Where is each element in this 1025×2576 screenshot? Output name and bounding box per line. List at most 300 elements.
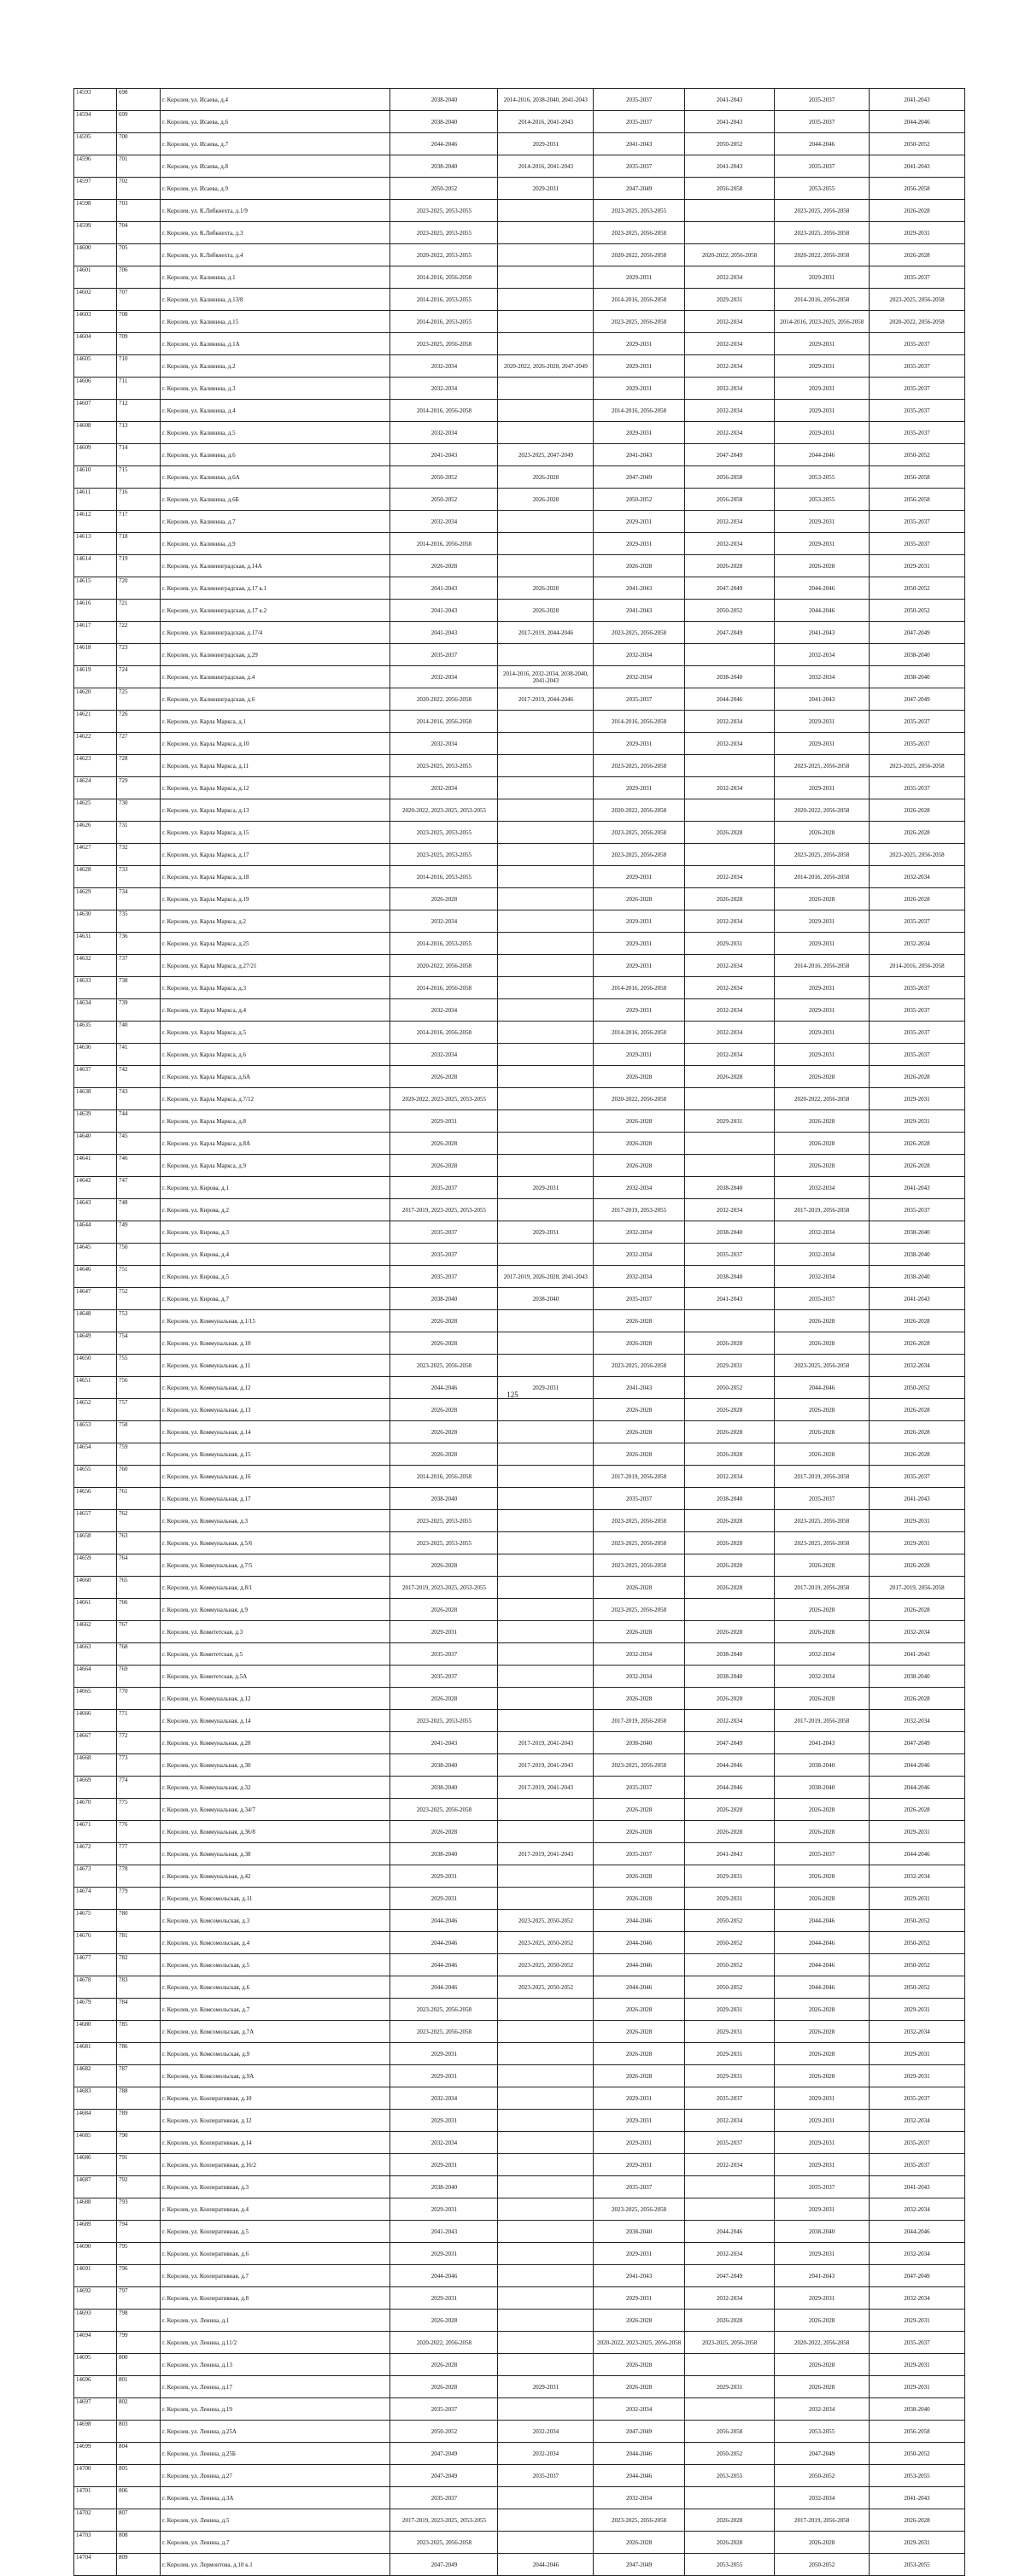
period-3-cell: 2029-2031 <box>594 733 684 755</box>
period-1-cell: 2014-2016, 2056-2058 <box>390 1466 498 1488</box>
row-id-cell: 14642 <box>74 1177 117 1199</box>
period-4-cell: 2026-2028 <box>684 555 774 577</box>
period-3-cell: 2029-2031 <box>594 533 684 555</box>
period-1-cell: 2038-2040 <box>390 1754 498 1777</box>
period-5-cell: 2029-2031 <box>775 422 870 444</box>
period-2-cell <box>498 711 594 733</box>
address-cell: г. Королев, ул. Комитетская, д.5 <box>161 1643 390 1666</box>
period-3-cell: 2029-2031 <box>594 933 684 955</box>
period-4-cell: 2032-2034 <box>684 355 774 378</box>
period-6-cell: 2029-2031 <box>870 2354 965 2376</box>
period-5-cell: 2029-2031 <box>775 711 870 733</box>
period-1-cell: 2035-2037 <box>390 1643 498 1666</box>
period-4-cell: 2032-2034 <box>684 977 774 999</box>
address-cell: г. Королев, ул. Комсомольская, д.7А <box>161 2021 390 2043</box>
row-num-cell: 758 <box>116 1421 160 1443</box>
row-num-cell: 699 <box>116 111 160 133</box>
table-row <box>74 1865 965 1888</box>
period-3-cell: 2023-2025, 2056-2058 <box>594 822 684 844</box>
period-2-cell <box>498 977 594 999</box>
address-cell: г. Королев, ул. Коммунальная, д.5/6 <box>161 1532 390 1554</box>
table-row <box>74 1155 965 1177</box>
row-id-cell: 14630 <box>74 910 117 933</box>
row-num-cell: 767 <box>116 1621 160 1643</box>
table-row <box>74 2043 965 2065</box>
row-id-cell: 14623 <box>74 755 117 777</box>
address-cell: г. Королев, ул. Коммунальная, д.10 <box>161 1332 390 1355</box>
period-2-cell: 2029-2031 <box>498 1221 594 1244</box>
period-5-cell: 2038-2040 <box>775 1777 870 1799</box>
period-3-cell: 2029-2031 <box>594 1044 684 1066</box>
table-row <box>74 1954 965 1976</box>
table-row <box>74 1821 965 1843</box>
period-3-cell: 2026-2028 <box>594 1399 684 1421</box>
row-id-cell: 14607 <box>74 400 117 422</box>
period-2-cell: 2023-2025, 2050-2052 <box>498 1932 594 1954</box>
period-6-cell: 2032-2034 <box>870 933 965 955</box>
period-1-cell: 2032-2034 <box>390 2087 498 2110</box>
period-2-cell: 2017-2019, 2041-2043 <box>498 1777 594 1799</box>
period-2-cell: 2017-2019, 2044-2046 <box>498 688 594 711</box>
table-row <box>74 2332 965 2354</box>
table-row <box>74 2287 965 2310</box>
period-3-cell: 2035-2037 <box>594 155 684 178</box>
address-cell: г. Королев, ул. Карла Маркса, д.5 <box>161 1022 390 1044</box>
period-3-cell: 2038-2040 <box>594 1732 684 1754</box>
table-row <box>74 333 965 355</box>
row-num-cell: 719 <box>116 555 160 577</box>
address-cell: г. Королев, ул. Комсомольская, д.7 <box>161 1999 390 2021</box>
row-id-cell: 14696 <box>74 2376 117 2398</box>
period-5-cell: 2029-2031 <box>775 933 870 955</box>
period-3-cell: 2023-2025, 2056-2058 <box>594 1754 684 1777</box>
period-3-cell: 2029-2031 <box>594 866 684 888</box>
address-cell: г. Королев, ул. Калинина, д.4 <box>161 400 390 422</box>
table-row <box>74 89 965 111</box>
table-row <box>74 1310 965 1332</box>
period-5-cell: 2029-2031 <box>775 266 870 289</box>
table-row <box>74 355 965 378</box>
period-5-cell: 2026-2028 <box>775 1621 870 1643</box>
table-row <box>74 2021 965 2043</box>
period-3-cell: 2035-2037 <box>594 111 684 133</box>
period-4-cell: 2026-2028 <box>684 1621 774 1643</box>
period-5-cell: 2020-2022, 2056-2058 <box>775 799 870 822</box>
period-2-cell: 2029-2031 <box>498 133 594 155</box>
period-4-cell <box>684 222 774 244</box>
period-3-cell: 2026-2028 <box>594 2043 684 2065</box>
period-4-cell <box>684 1088 774 1110</box>
period-3-cell: 2032-2034 <box>594 1643 684 1666</box>
row-num-cell: 797 <box>116 2287 160 2310</box>
period-5-cell: 2026-2028 <box>775 2065 870 2087</box>
period-1-cell: 2023-2025, 2053-2055 <box>390 1710 498 1732</box>
period-2-cell <box>498 2487 594 2509</box>
period-6-cell: 2032-2034 <box>870 2243 965 2265</box>
row-num-cell: 716 <box>116 489 160 511</box>
period-5-cell: 2026-2028 <box>775 1066 870 1088</box>
table-row <box>74 400 965 422</box>
address-cell: г. Королев, ул. Коммунальная, д.14 <box>161 1710 390 1732</box>
period-2-cell <box>498 533 594 555</box>
row-id-cell: 14598 <box>74 200 117 222</box>
row-id-cell: 14689 <box>74 2221 117 2243</box>
period-2-cell: 2032-2034 <box>498 2443 594 2465</box>
table-row <box>74 444 965 466</box>
period-1-cell: 2026-2028 <box>390 2354 498 2376</box>
period-6-cell: 2041-2043 <box>870 1488 965 1510</box>
period-3-cell: 2014-2016, 2056-2058 <box>594 977 684 999</box>
row-num-cell: 788 <box>116 2087 160 2110</box>
period-1-cell: 2023-2025, 2053-2055 <box>390 222 498 244</box>
period-3-cell: 2017-2019, 2056-2058 <box>594 1710 684 1732</box>
period-1-cell: 2044-2046 <box>390 1910 498 1932</box>
table-row <box>74 2310 965 2332</box>
period-6-cell: 2014-2016, 2056-2058 <box>870 955 965 977</box>
period-5-cell: 2026-2028 <box>775 888 870 910</box>
address-cell: г. Королев, ул. Ленина, д.13 <box>161 2354 390 2376</box>
period-5-cell: 2023-2025, 2056-2058 <box>775 1355 870 1377</box>
period-2-cell: 2014-2016, 2038-2040, 2041-2043 <box>498 89 594 111</box>
period-2-cell: 2026-2028 <box>498 577 594 600</box>
period-2-cell: 2023-2025, 2047-2049 <box>498 444 594 466</box>
table-row <box>74 1221 965 1244</box>
period-4-cell <box>684 200 774 222</box>
period-5-cell: 2035-2037 <box>775 1488 870 1510</box>
row-id-cell: 14603 <box>74 311 117 333</box>
address-cell: г. Королев, ул. К.Либкнехта, д.4 <box>161 244 390 266</box>
period-5-cell: 2017-2019, 2056-2058 <box>775 1199 870 1221</box>
period-1-cell: 2026-2028 <box>390 1310 498 1332</box>
table-row <box>74 2532 965 2554</box>
address-cell: г. Королев, ул. Карла Маркса, д.7/12 <box>161 1088 390 1110</box>
period-3-cell: 2029-2031 <box>594 511 684 533</box>
period-2-cell: 2023-2025, 2050-2052 <box>498 1976 594 1999</box>
period-5-cell: 2053-2055 <box>775 489 870 511</box>
period-6-cell: 2035-2037 <box>870 999 965 1022</box>
table-row <box>74 1710 965 1732</box>
period-3-cell: 2026-2028 <box>594 1865 684 1888</box>
table-row <box>74 1110 965 1133</box>
row-num-cell: 779 <box>116 1888 160 1910</box>
address-cell: г. Королев, ул. Коммунальная, д.34/7 <box>161 1799 390 1821</box>
row-num-cell: 738 <box>116 977 160 999</box>
period-6-cell: 2032-2034 <box>870 2110 965 2132</box>
period-3-cell: 2020-2022, 2056-2058 <box>594 799 684 822</box>
period-3-cell: 2032-2034 <box>594 644 684 666</box>
row-id-cell: 14652 <box>74 1399 117 1421</box>
period-4-cell: 2056-2058 <box>684 2421 774 2443</box>
period-1-cell: 2044-2046 <box>390 1976 498 1999</box>
period-1-cell: 2029-2031 <box>390 2198 498 2221</box>
period-1-cell: 2050-2052 <box>390 489 498 511</box>
address-cell: г. Королев, ул. Коммунальная, д.28 <box>161 1732 390 1754</box>
period-1-cell: 2026-2028 <box>390 888 498 910</box>
row-id-cell: 14656 <box>74 1488 117 1510</box>
period-3-cell: 2029-2031 <box>594 2110 684 2132</box>
period-5-cell: 2029-2031 <box>775 333 870 355</box>
period-4-cell: 2026-2028 <box>684 2509 774 2532</box>
row-num-cell: 787 <box>116 2065 160 2087</box>
row-num-cell: 791 <box>116 2154 160 2176</box>
table-row <box>74 600 965 622</box>
period-4-cell: 2026-2028 <box>684 1066 774 1088</box>
period-6-cell: 2032-2034 <box>870 2287 965 2310</box>
period-6-cell: 2050-2052 <box>870 1377 965 1399</box>
row-id-cell: 14621 <box>74 711 117 733</box>
row-id-cell: 14644 <box>74 1221 117 1244</box>
row-id-cell: 14651 <box>74 1377 117 1399</box>
table-row <box>74 1399 965 1421</box>
period-2-cell <box>498 2198 594 2221</box>
table-row <box>74 644 965 666</box>
period-3-cell: 2050-2052 <box>594 489 684 511</box>
period-5-cell: 2053-2055 <box>775 2421 870 2443</box>
table-row <box>74 666 965 688</box>
row-num-cell: 785 <box>116 2021 160 2043</box>
row-num-cell: 796 <box>116 2265 160 2287</box>
address-cell: г. Королев, ул. Карла Маркса, д.11 <box>161 755 390 777</box>
period-6-cell: 2050-2052 <box>870 1932 965 1954</box>
row-id-cell: 14678 <box>74 1976 117 1999</box>
table-row <box>74 555 965 577</box>
period-5-cell: 2020-2022, 2056-2058 <box>775 2332 870 2354</box>
period-3-cell: 2020-2022, 2023-2025, 2056-2058 <box>594 2332 684 2354</box>
period-5-cell: 2044-2046 <box>775 1932 870 1954</box>
address-cell: г. Королев, ул. Ленина, д.11/2 <box>161 2332 390 2354</box>
period-5-cell: 2044-2046 <box>775 1377 870 1399</box>
row-num-cell: 724 <box>116 666 160 688</box>
period-6-cell: 2035-2037 <box>870 400 965 422</box>
period-5-cell: 2026-2028 <box>775 1421 870 1443</box>
table-row <box>74 1532 965 1554</box>
period-1-cell: 2035-2037 <box>390 1266 498 1288</box>
period-4-cell: 2050-2052 <box>684 133 774 155</box>
period-2-cell <box>498 1510 594 1532</box>
period-5-cell: 2029-2031 <box>775 2087 870 2110</box>
address-cell: г. Королев, ул. Карла Маркса, д.27/21 <box>161 955 390 977</box>
period-3-cell: 2029-2031 <box>594 355 684 378</box>
row-num-cell: 702 <box>116 178 160 200</box>
period-5-cell: 2023-2025, 2056-2058 <box>775 200 870 222</box>
address-cell: г. Королев, ул. Кирова, д.2 <box>161 1199 390 1221</box>
period-4-cell: 2032-2034 <box>684 910 774 933</box>
table-row <box>74 2509 965 2532</box>
table-row <box>74 266 965 289</box>
period-3-cell: 2041-2043 <box>594 577 684 600</box>
period-5-cell: 2041-2043 <box>775 2265 870 2287</box>
period-4-cell: 2032-2034 <box>684 2243 774 2265</box>
row-num-cell: 703 <box>116 200 160 222</box>
table-row <box>74 822 965 844</box>
row-id-cell: 14595 <box>74 133 117 155</box>
row-id-cell: 14610 <box>74 466 117 489</box>
period-6-cell: 2050-2052 <box>870 2443 965 2465</box>
period-5-cell: 2026-2028 <box>775 1599 870 1621</box>
period-3-cell: 2029-2031 <box>594 2154 684 2176</box>
period-2-cell <box>498 777 594 799</box>
row-num-cell: 746 <box>116 1155 160 1177</box>
period-4-cell: 2032-2034 <box>684 2154 774 2176</box>
period-3-cell: 2029-2031 <box>594 2287 684 2310</box>
period-2-cell <box>498 1310 594 1332</box>
period-5-cell: 2029-2031 <box>775 2132 870 2154</box>
period-2-cell <box>498 1421 594 1443</box>
period-3-cell: 2032-2034 <box>594 1666 684 1688</box>
row-num-cell: 759 <box>116 1443 160 1466</box>
table-row <box>74 1599 965 1621</box>
period-6-cell: 2035-2037 <box>870 378 965 400</box>
period-5-cell: 2032-2034 <box>775 1221 870 1244</box>
address-cell: г. Королев, ул. Карла Маркса, д.6А <box>161 1066 390 1088</box>
period-4-cell <box>684 1599 774 1621</box>
period-2-cell <box>498 866 594 888</box>
period-2-cell <box>498 1399 594 1421</box>
row-id-cell: 14665 <box>74 1688 117 1710</box>
address-cell: г. Королев, ул. Карла Маркса, д.17 <box>161 844 390 866</box>
table-row <box>74 1443 965 1466</box>
period-6-cell: 2035-2037 <box>870 1022 965 1044</box>
period-6-cell: 2044-2046 <box>870 1754 965 1777</box>
period-5-cell: 2014-2016, 2056-2058 <box>775 289 870 311</box>
period-1-cell: 2029-2031 <box>390 1621 498 1643</box>
period-3-cell: 2014-2016, 2056-2058 <box>594 289 684 311</box>
address-cell: г. Королев, ул. Коммунальная, д.3 <box>161 1510 390 1532</box>
row-id-cell: 14633 <box>74 977 117 999</box>
row-num-cell: 744 <box>116 1110 160 1133</box>
table-row <box>74 1199 965 1221</box>
period-1-cell: 2041-2043 <box>390 622 498 644</box>
period-5-cell: 2032-2034 <box>775 666 870 688</box>
period-1-cell: 2038-2040 <box>390 111 498 133</box>
period-2-cell: 2017-2019, 2044-2046 <box>498 622 594 644</box>
period-1-cell: 2020-2022, 2023-2025, 2053-2055 <box>390 1088 498 1110</box>
period-1-cell: 2038-2040 <box>390 1777 498 1799</box>
period-1-cell: 2032-2034 <box>390 378 498 400</box>
period-1-cell: 2035-2037 <box>390 2487 498 2509</box>
address-cell: г. Королев, ул. Кооперативная, д.6 <box>161 2243 390 2265</box>
address-cell: г. Королев, ул. Карла Маркса, д.10 <box>161 733 390 755</box>
period-5-cell: 2026-2028 <box>775 1888 870 1910</box>
period-6-cell: 2038-2040 <box>870 644 965 666</box>
period-3-cell: 2044-2046 <box>594 1932 684 1954</box>
period-1-cell: 2038-2040 <box>390 1488 498 1510</box>
period-6-cell: 2056-2058 <box>870 2421 965 2443</box>
period-1-cell: 2014-2016, 2056-2058 <box>390 711 498 733</box>
period-1-cell: 2035-2037 <box>390 2398 498 2421</box>
period-1-cell: 2035-2037 <box>390 1666 498 1688</box>
period-6-cell: 2026-2028 <box>870 1066 965 1088</box>
period-2-cell: 2044-2046 <box>498 2554 594 2576</box>
address-cell: г. Королев, ул. Карла Маркса, д.13 <box>161 799 390 822</box>
row-num-cell: 765 <box>116 1577 160 1599</box>
period-5-cell: 2017-2019, 2056-2058 <box>775 1466 870 1488</box>
period-5-cell: 2014-2016, 2056-2058 <box>775 866 870 888</box>
row-num-cell: 711 <box>116 378 160 400</box>
period-5-cell: 2026-2028 <box>775 2354 870 2376</box>
row-id-cell: 14615 <box>74 577 117 600</box>
period-2-cell <box>498 511 594 533</box>
period-4-cell <box>684 755 774 777</box>
row-num-cell: 778 <box>116 1865 160 1888</box>
period-6-cell: 2050-2052 <box>870 600 965 622</box>
address-cell: г. Королев, ул. Калининградская, д.14А <box>161 555 390 577</box>
period-2-cell <box>498 2154 594 2176</box>
period-4-cell: 2032-2034 <box>684 1199 774 1221</box>
row-id-cell: 14639 <box>74 1110 117 1133</box>
period-3-cell: 2023-2025, 2056-2058 <box>594 311 684 333</box>
period-1-cell: 2047-2049 <box>390 2554 498 2576</box>
row-num-cell: 732 <box>116 844 160 866</box>
row-num-cell: 782 <box>116 1954 160 1976</box>
period-6-cell: 2035-2037 <box>870 355 965 378</box>
row-id-cell: 14600 <box>74 244 117 266</box>
period-3-cell: 2026-2028 <box>594 1421 684 1443</box>
period-3-cell: 2041-2043 <box>594 1377 684 1399</box>
address-cell: г. Королев, ул. Ленина, д.3А <box>161 2487 390 2509</box>
period-4-cell: 2047-2049 <box>684 622 774 644</box>
row-id-cell: 14658 <box>74 1532 117 1554</box>
period-2-cell <box>498 1110 594 1133</box>
address-cell: г. Королев, ул. Калининградская, д.17 к.1 <box>161 577 390 600</box>
table-row <box>74 1066 965 1088</box>
period-4-cell: 2023-2025, 2056-2058 <box>684 2332 774 2354</box>
table-row <box>74 2243 965 2265</box>
period-2-cell <box>498 1554 594 1577</box>
row-id-cell: 14674 <box>74 1888 117 1910</box>
table-row <box>74 1799 965 1821</box>
row-num-cell: 757 <box>116 1399 160 1421</box>
address-cell: г. Королев, ул. Кооперативная, д.7 <box>161 2265 390 2287</box>
period-1-cell: 2023-2025, 2056-2058 <box>390 1355 498 1377</box>
period-6-cell: 2047-2049 <box>870 2265 965 2287</box>
period-3-cell: 2029-2031 <box>594 378 684 400</box>
period-5-cell: 2047-2049 <box>775 2443 870 2465</box>
period-4-cell: 2029-2031 <box>684 933 774 955</box>
period-3-cell: 2026-2028 <box>594 2376 684 2398</box>
period-1-cell: 2029-2031 <box>390 1865 498 1888</box>
row-num-cell: 762 <box>116 1510 160 1532</box>
row-num-cell: 792 <box>116 2176 160 2198</box>
period-3-cell: 2014-2016, 2056-2058 <box>594 1022 684 1044</box>
table-row <box>74 200 965 222</box>
row-id-cell: 14691 <box>74 2265 117 2287</box>
period-4-cell <box>684 1310 774 1332</box>
period-2-cell <box>498 1865 594 1888</box>
period-2-cell <box>498 311 594 333</box>
address-cell: г. Королев, ул. Калинина, д.6 <box>161 444 390 466</box>
period-3-cell: 2029-2031 <box>594 999 684 1022</box>
period-4-cell: 2044-2046 <box>684 1754 774 1777</box>
row-num-cell: 768 <box>116 1643 160 1666</box>
row-num-cell: 809 <box>116 2554 160 2576</box>
row-num-cell: 800 <box>116 2354 160 2376</box>
row-id-cell: 14608 <box>74 422 117 444</box>
row-id-cell: 14616 <box>74 600 117 622</box>
period-4-cell: 2032-2034 <box>684 400 774 422</box>
table-row <box>74 1688 965 1710</box>
address-cell: г. Королев, ул. К.Либкнехта, д.1/9 <box>161 200 390 222</box>
row-num-cell: 795 <box>116 2243 160 2265</box>
row-num-cell: 739 <box>116 999 160 1022</box>
period-4-cell: 2035-2037 <box>684 1244 774 1266</box>
address-cell: г. Королев, ул. Коммунальная, д.9 <box>161 1599 390 1621</box>
period-1-cell: 2014-2016, 2056-2058 <box>390 266 498 289</box>
period-2-cell <box>498 999 594 1022</box>
address-cell: г. Королев, ул. Комсомольская, д.9 <box>161 2043 390 2065</box>
schedule-table <box>73 88 965 2576</box>
row-id-cell: 14679 <box>74 1999 117 2021</box>
